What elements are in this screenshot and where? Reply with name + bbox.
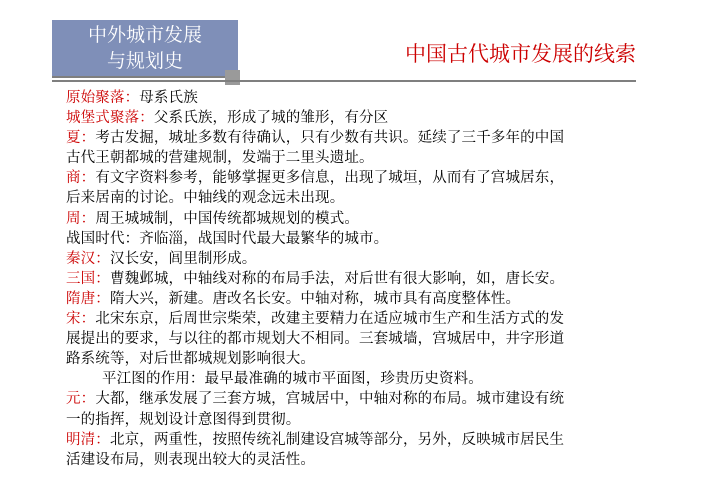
line-text: 周王城城制，中国传统都城规划的模式。	[95, 210, 360, 227]
text-line	[66, 450, 638, 470]
period-term: 秦汉：	[66, 250, 110, 267]
text-line	[66, 410, 638, 430]
line-text: 父系氏族，形成了城的雏形，有分区	[153, 110, 389, 127]
course-title-line2: 与规划史	[106, 50, 183, 72]
line-text: 北京，两重性，按照传统礼制建设宫城等部分，另外，反映城市居民生	[109, 431, 565, 448]
course-title-box	[52, 20, 238, 76]
period-term: 三国：	[66, 270, 110, 287]
line-text: 平江图的作用：最早最准确的城市平面图，珍贵历史资料。	[102, 371, 483, 388]
line-text: 展提出的要求，与以往的都市规划大不相同。三套城墙，宫城居中，井字形道	[66, 331, 565, 348]
header-rule	[52, 80, 636, 82]
text-line	[66, 349, 638, 369]
period-term: 夏：	[66, 130, 96, 147]
period-term: 城堡式聚落：	[66, 110, 154, 127]
text-line	[66, 188, 638, 208]
text-line	[66, 88, 638, 108]
text-line	[66, 329, 638, 349]
line-text: 考古发掘，城址多数有待确认，只有少数有共识。延续了三千多年的中国	[95, 130, 565, 147]
header-rule-short	[52, 76, 238, 78]
text-line	[66, 430, 638, 450]
text-line	[66, 128, 638, 148]
text-line	[66, 389, 638, 409]
period-term: 明清：	[66, 431, 110, 448]
period-term: 周：	[66, 210, 96, 227]
line-text: 路系统等，对后世都城规划影响很大。	[66, 351, 316, 368]
text-line	[66, 269, 638, 289]
text-line	[66, 369, 638, 389]
text-line	[66, 108, 638, 128]
decorative-square	[225, 70, 240, 85]
period-term: 商：	[66, 170, 96, 187]
period-term: 隋唐：	[66, 290, 110, 307]
text-line	[66, 229, 638, 249]
line-text: 古代王朝都城的营建规制，发端于二里头遗址。	[66, 150, 374, 167]
line-text: 后来居南的讨论。中轴线的观念远未出现。	[66, 190, 345, 207]
period-term: 宋：	[66, 311, 96, 328]
line-text: 汉长安，闾里制形成。	[109, 250, 257, 267]
course-title-line1: 中外城市发展	[87, 24, 202, 46]
text-line	[66, 249, 638, 269]
text-line	[66, 209, 638, 229]
period-term: 原始聚落：	[66, 90, 140, 106]
line-text: 有文字资料参考，能够掌握更多信息，出现了城垣，从而有了宫城居东，	[95, 170, 565, 187]
period-term: 元：	[66, 391, 96, 408]
line-text: 母系氏族	[139, 90, 198, 106]
line-text: 一的指挥，规划设计意图得到贯彻。	[66, 411, 301, 428]
text-line	[66, 309, 638, 329]
slide-title: 中国古代城市发展的线索	[405, 42, 636, 66]
text-line	[66, 168, 638, 188]
text-line	[66, 148, 638, 168]
line-text: 北宋东京，后周世宗柴荣，改建主要精力在适应城市生产和生活方式的发	[95, 311, 565, 328]
slide-content	[66, 88, 638, 470]
line-text: 活建设布局，则表现出较大的灵活性。	[66, 451, 316, 468]
line-text: 大都，继承发展了三套方城，宫城居中，中轴对称的布局。城市建设有统	[95, 391, 565, 408]
line-text: 曹魏邺城，中轴线对称的布局手法，对后世有很大影响，如，唐长安。	[109, 270, 565, 287]
line-text: 隋大兴，新建。唐改名长安。中轴对称，城市具有高度整体性。	[109, 290, 521, 307]
text-line	[66, 289, 638, 309]
line-text: 战国时代：齐临淄，战国时代最大最繁华的城市。	[66, 230, 389, 247]
